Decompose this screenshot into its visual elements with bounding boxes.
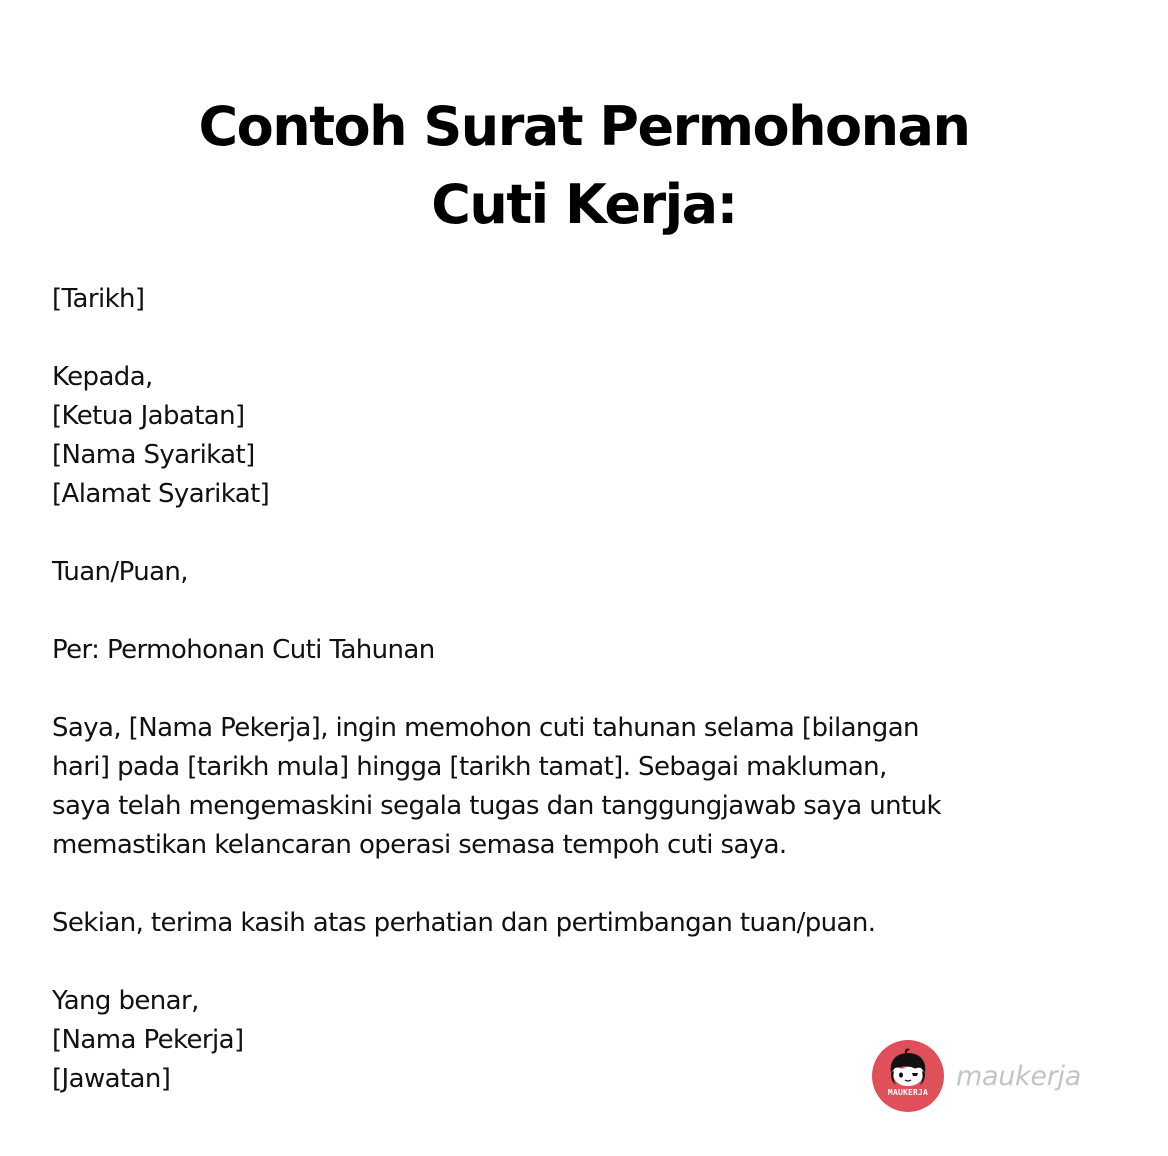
body-line: Saya, [Nama Pekerja], ingin memohon cuti tahunan selama [bilangan [52, 713, 919, 743]
sender-name: [Nama Pekerja] [52, 1025, 244, 1055]
recipient-position: [Ketua Jabatan] [52, 401, 245, 431]
page-title [0, 88, 1168, 244]
logo-badge [872, 1040, 944, 1112]
spacer [52, 319, 1122, 358]
spacer [52, 514, 1122, 553]
spacer [52, 670, 1122, 709]
maukerja-logo [872, 1040, 1081, 1112]
cartoon-face-icon [872, 1040, 944, 1112]
logo-wordmark: maukerja [956, 1060, 1081, 1092]
recipient-salutation: Kepada, [52, 362, 153, 392]
spacer [52, 943, 1122, 982]
recipient-address: [Alamat Syarikat] [52, 479, 270, 509]
body-line: saya telah mengemaskini segala tugas dan tanggungjawab saya untuk [52, 791, 941, 821]
spacer [52, 592, 1122, 631]
title-line-1: Contoh Surat Permohonan [198, 95, 970, 158]
title-line-2: Cuti Kerja: [431, 173, 737, 236]
sender-position: [Jawatan] [52, 1064, 171, 1094]
letter-greeting: Tuan/Puan, [52, 557, 188, 587]
recipient-company: [Nama Syarikat] [52, 440, 255, 470]
body-line: hari] pada [tarikh mula] hingga [tarikh tamat]. Sebagai makluman, [52, 752, 887, 782]
spacer [52, 865, 1122, 904]
letter-body [52, 280, 1122, 1099]
closing-paragraph: Sekian, terima kasih atas perhatian dan pertimbangan tuan/puan. [52, 908, 876, 938]
logo-badge-text: MAUKERJA [887, 1088, 929, 1097]
letter-subject: Per: Permohonan Cuti Tahunan [52, 635, 435, 665]
sign-off: Yang benar, [52, 986, 199, 1016]
letter-date: [Tarikh] [52, 284, 145, 314]
body-line: memastikan kelancaran operasi semasa tempoh cuti saya. [52, 830, 787, 860]
